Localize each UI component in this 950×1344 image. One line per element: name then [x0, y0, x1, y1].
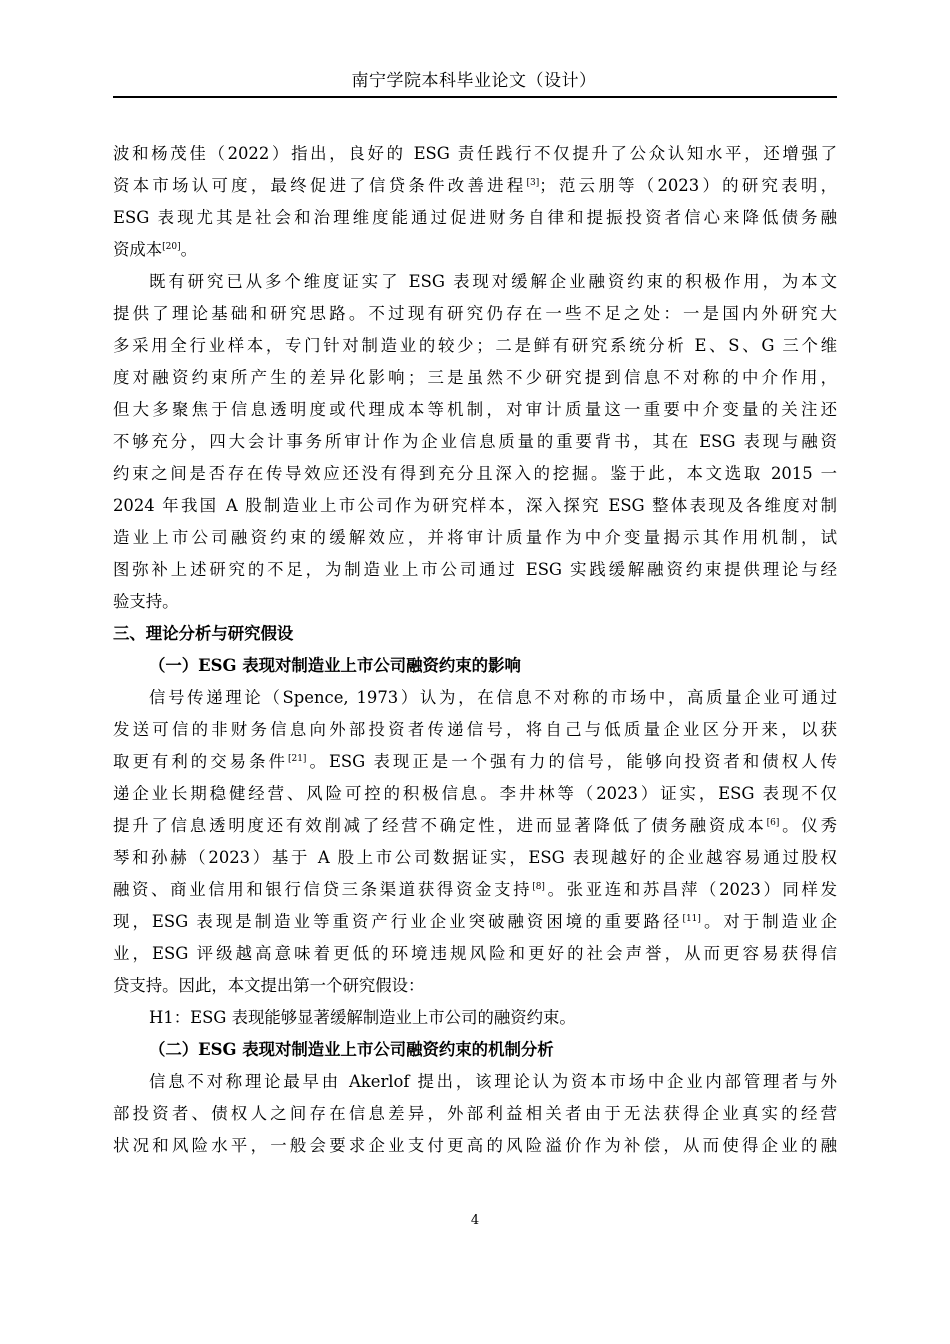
body-line: [113, 810, 837, 842]
text-run: 资本市场认可度，最终促进了信贷条件改善进程: [113, 176, 527, 195]
body-line: 提供了理论基础和研究思路。不过现有研究仍存在一些不足之处：一是国内外研究大: [113, 304, 837, 323]
text-run: 融资、商业信用和银行信贷三条渠道获得资金支持: [113, 880, 533, 899]
body-line: 约束之间是否存在传导效应还没有得到充分且深入的挖掘。鉴于此，本文选取 2015 一: [113, 464, 837, 483]
page-body: [113, 138, 837, 1162]
body-line: 既有研究已从多个维度证实了 ESG 表现对缓解企业融资约束的积极作用，为本文: [149, 272, 837, 291]
text-run: 资成本: [113, 240, 163, 259]
body-line: 信号传递理论（Spence, 1973）认为，在信息不对称的市场中，高质量企业可通过: [149, 688, 837, 707]
body-line: 多采用全行业样本，专门针对制造业的较少；二是鲜有研究系统分析 E、S、G 三个维: [113, 336, 837, 355]
text-run: ；范云朋等（2023）的研究表明，: [539, 176, 838, 195]
citation-ref: [20]: [162, 242, 181, 252]
body-line: 造业上市公司融资约束的缓解效应，并将审计质量作为中介变量揭示其作用机制，试: [113, 528, 837, 547]
citation-ref: [6]: [766, 818, 780, 828]
header-rule: [113, 96, 837, 98]
body-line: [113, 746, 837, 778]
text-run: 。张亚连和苏昌萍（2023）同样发: [544, 880, 838, 899]
page-number: 4: [470, 1213, 480, 1228]
body-line: 验支持。: [113, 592, 179, 611]
body-line: 但大多聚焦于信息透明度或代理成本等机制，对审计质量这一重要中介变量的关注还: [113, 400, 837, 419]
subsection-heading: （一）ESG 表现对制造业上市公司融资约束的影响: [149, 656, 521, 675]
citation-ref: [11]: [682, 914, 701, 924]
body-line: [113, 170, 837, 202]
body-line: [113, 906, 837, 938]
body-line: 部投资者、债权人之间存在信息差异，外部利益相关者由于无法获得企业真实的经营: [113, 1104, 837, 1123]
text-run: 。: [180, 240, 198, 259]
body-line: [113, 234, 837, 266]
body-line: 波和杨茂佳（2022）指出，良好的 ESG 责任践行不仅提升了公众认知水平，还增强了: [113, 144, 837, 163]
body-line: 信息不对称理论最早由 Akerlof 提出，该理论认为资本市场中企业内部管理者与外: [149, 1072, 837, 1091]
citation-ref: [3]: [526, 178, 540, 188]
text-run: 。仪秀: [779, 816, 838, 835]
body-line: 度对融资约束所产生的差异化影响；三是虽然不少研究提到信息不对称的中介作用，: [113, 368, 837, 387]
text-run: 取更有利的交易条件: [113, 752, 288, 771]
citation-ref: [21]: [287, 754, 307, 764]
text-run: 提升了信息透明度还有效削减了经营不确定性，进而显著降低了债务融资成本: [113, 816, 767, 835]
running-header: 南宁学院本科毕业论文（设计）: [351, 71, 597, 91]
text-run: 现，ESG 表现是制造业等重资产行业企业突破融资困境的重要路径: [113, 912, 683, 931]
hypothesis-h1: H1：ESG 表现能够显著缓解制造业上市公司的融资约束。: [149, 1008, 576, 1027]
body-line: 琴和孙赫（2023）基于 A 股上市公司数据证实，ESG 表现越好的企业越容易通过股权: [113, 848, 837, 867]
body-line: 不够充分，四大会计事务所审计作为企业信息质量的重要背书，其在 ESG 表现与融资: [113, 432, 837, 451]
body-line: [113, 874, 837, 906]
body-line: 状况和风险水平，一般会要求企业支付更高的风险溢价作为补偿，从而使得企业的融: [113, 1136, 837, 1155]
body-line: 递企业长期稳健经营、风险可控的积极信息。李井林等（2023）证实，ESG 表现不仅: [113, 784, 837, 803]
text-run: 。ESG 表现正是一个强有力的信号，能够向投资者和债权人传: [306, 752, 838, 771]
body-line: 图弥补上述研究的不足，为制造业上市公司通过 ESG 实践缓解融资约束提供理论与经: [113, 560, 837, 579]
subsection-heading: （二）ESG 表现对制造业上市公司融资约束的机制分析: [149, 1040, 554, 1059]
text-run: 。对于制造业企: [700, 912, 838, 931]
body-line: 2024 年我国 A 股制造业上市公司作为研究样本，深入探究 ESG 整体表现及各维度对制: [113, 496, 837, 515]
body-line: ESG 表现尤其是社会和治理维度能通过促进财务自律和提振投资者信心来降低债务融: [113, 208, 837, 227]
body-line: 发送可信的非财务信息向外部投资者传递信号，将自己与低质量企业区分开来，以获: [113, 720, 837, 739]
body-line: 贷支持。因此，本文提出第一个研究假设：: [113, 976, 425, 995]
section-heading: 三、理论分析与研究假设: [113, 624, 294, 643]
body-line: 业，ESG 评级越高意味着更低的环境违规风险和更好的社会声誉，从而更容易获得信: [113, 944, 837, 963]
citation-ref: [8]: [532, 882, 545, 892]
